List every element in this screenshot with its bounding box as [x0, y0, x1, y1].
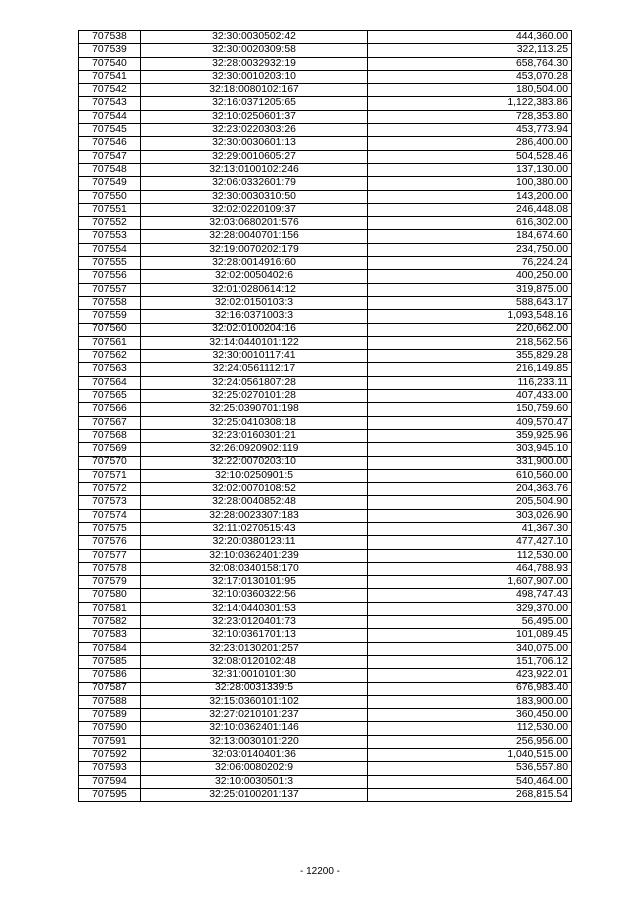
- amount-cell: 360,450.00: [368, 709, 572, 722]
- table-row: [79, 296, 572, 309]
- table-row: [79, 522, 572, 535]
- table-row: [79, 44, 572, 57]
- table-row: [79, 97, 572, 110]
- amount-cell: 355,829.28: [368, 350, 572, 363]
- record-id-cell: 707575: [79, 522, 141, 535]
- record-id-cell: 707585: [79, 655, 141, 668]
- amount-cell: 1,607,907.00: [368, 576, 572, 589]
- table-row: [79, 788, 572, 801]
- table-row: [79, 416, 572, 429]
- table-row: [79, 150, 572, 163]
- amount-cell: 204,363.76: [368, 483, 572, 496]
- page-number: - 12200 -: [299, 866, 341, 877]
- table-row: [79, 456, 572, 469]
- cadastral-number-cell: 32:23:0220303:26: [141, 124, 368, 137]
- cadastral-number-cell: 32:30:0010117:41: [141, 350, 368, 363]
- table-row: [79, 376, 572, 389]
- record-id-cell: 707595: [79, 788, 141, 801]
- table-row: [79, 390, 572, 403]
- amount-cell: 76,224.24: [368, 257, 572, 270]
- table-row: [79, 549, 572, 562]
- record-id-cell: 707583: [79, 629, 141, 642]
- amount-cell: 234,750.00: [368, 243, 572, 256]
- record-id-cell: 707589: [79, 709, 141, 722]
- record-id-cell: 707549: [79, 177, 141, 190]
- record-id-cell: 707541: [79, 70, 141, 83]
- record-id-cell: 707570: [79, 456, 141, 469]
- record-id-cell: 707593: [79, 762, 141, 775]
- amount-cell: 498,747.43: [368, 589, 572, 602]
- amount-cell: 400,250.00: [368, 270, 572, 283]
- amount-cell: 588,643.17: [368, 296, 572, 309]
- record-id-cell: 707542: [79, 84, 141, 97]
- record-id-cell: 707573: [79, 496, 141, 509]
- table-row: [79, 243, 572, 256]
- amount-cell: 256,956.00: [368, 735, 572, 748]
- cadastral-number-cell: 32:28:0031339:5: [141, 682, 368, 695]
- record-id-cell: 707556: [79, 270, 141, 283]
- amount-cell: 322,113.25: [368, 44, 572, 57]
- amount-cell: 329,370.00: [368, 602, 572, 615]
- amount-cell: 246,448.08: [368, 203, 572, 216]
- record-id-cell: 707566: [79, 403, 141, 416]
- table-row: [79, 350, 572, 363]
- record-id-cell: 707581: [79, 602, 141, 615]
- cadastral-number-cell: 32:25:0270101:28: [141, 390, 368, 403]
- record-id-cell: 707559: [79, 310, 141, 323]
- table-row: [79, 589, 572, 602]
- amount-cell: 319,875.00: [368, 283, 572, 296]
- table-row: [79, 483, 572, 496]
- table-row: [79, 31, 572, 44]
- amount-cell: 180,504.00: [368, 84, 572, 97]
- cadastral-number-cell: 32:22:0070203:10: [141, 456, 368, 469]
- record-id-cell: 707579: [79, 576, 141, 589]
- table-row: [79, 110, 572, 123]
- record-id-cell: 707571: [79, 469, 141, 482]
- records-table-body: [79, 31, 572, 802]
- amount-cell: 1,093,548.16: [368, 310, 572, 323]
- cadastral-number-cell: 32:02:0070108:52: [141, 483, 368, 496]
- amount-cell: 151,706.12: [368, 655, 572, 668]
- table-row: [79, 709, 572, 722]
- record-id-cell: 707543: [79, 97, 141, 110]
- cadastral-number-cell: 32:08:0340158:170: [141, 562, 368, 575]
- cadastral-number-cell: 32:30:0030502:42: [141, 31, 368, 44]
- cadastral-number-cell: 32:08:0120102:48: [141, 655, 368, 668]
- cadastral-number-cell: 32:10:0360322:56: [141, 589, 368, 602]
- cadastral-number-cell: 32:28:0014916:60: [141, 257, 368, 270]
- amount-cell: 205,504.90: [368, 496, 572, 509]
- record-id-cell: 707567: [79, 416, 141, 429]
- cadastral-number-cell: 32:03:0680201:576: [141, 217, 368, 230]
- record-id-cell: 707578: [79, 562, 141, 575]
- record-id-cell: 707539: [79, 44, 141, 57]
- table-row: [79, 124, 572, 137]
- table-row: [79, 562, 572, 575]
- table-row: [79, 762, 572, 775]
- cadastral-number-cell: 32:30:0030601:13: [141, 137, 368, 150]
- amount-cell: 303,945.10: [368, 443, 572, 456]
- amount-cell: 1,040,515.00: [368, 749, 572, 762]
- amount-cell: 41,367.30: [368, 522, 572, 535]
- table-row: [79, 669, 572, 682]
- table-row: [79, 57, 572, 70]
- record-id-cell: 707572: [79, 483, 141, 496]
- record-id-cell: 707557: [79, 283, 141, 296]
- amount-cell: 112,530.00: [368, 549, 572, 562]
- table-row: [79, 695, 572, 708]
- record-id-cell: 707569: [79, 443, 141, 456]
- cadastral-number-cell: 32:16:0371003:3: [141, 310, 368, 323]
- cadastral-number-cell: 32:28:0023307:183: [141, 509, 368, 522]
- table-row: [79, 217, 572, 230]
- cadastral-number-cell: 32:03:0140401:36: [141, 749, 368, 762]
- cadastral-number-cell: 32:14:0440101:122: [141, 336, 368, 349]
- table-row: [79, 629, 572, 642]
- table-row: [79, 270, 572, 283]
- record-id-cell: 707550: [79, 190, 141, 203]
- table-row: [79, 496, 572, 509]
- amount-cell: 137,130.00: [368, 163, 572, 176]
- amount-cell: 220,662.00: [368, 323, 572, 336]
- table-row: [79, 336, 572, 349]
- cadastral-number-cell: 32:23:0120401:73: [141, 616, 368, 629]
- record-id-cell: 707576: [79, 536, 141, 549]
- table-row: [79, 469, 572, 482]
- amount-cell: 453,070.28: [368, 70, 572, 83]
- table-row: [79, 310, 572, 323]
- table-row: [79, 443, 572, 456]
- amount-cell: 658,764.30: [368, 57, 572, 70]
- cadastral-number-cell: 32:31:0010101:30: [141, 669, 368, 682]
- table-row: [79, 602, 572, 615]
- record-id-cell: 707547: [79, 150, 141, 163]
- record-id-cell: 707574: [79, 509, 141, 522]
- cadastral-number-cell: 32:10:0250601:37: [141, 110, 368, 123]
- table-row: [79, 403, 572, 416]
- record-id-cell: 707538: [79, 31, 141, 44]
- record-id-cell: 707568: [79, 429, 141, 442]
- record-id-cell: 707558: [79, 296, 141, 309]
- record-id-cell: 707560: [79, 323, 141, 336]
- cadastral-number-cell: 32:23:0130201:257: [141, 642, 368, 655]
- amount-cell: 359,925.96: [368, 429, 572, 442]
- record-id-cell: 707584: [79, 642, 141, 655]
- cadastral-number-cell: 32:30:0020309:58: [141, 44, 368, 57]
- amount-cell: 268,815.54: [368, 788, 572, 801]
- record-id-cell: 707544: [79, 110, 141, 123]
- cadastral-number-cell: 32:26:0920902:119: [141, 443, 368, 456]
- cadastral-number-cell: 32:10:0362401:146: [141, 722, 368, 735]
- table-row: [79, 257, 572, 270]
- record-id-cell: 707545: [79, 124, 141, 137]
- record-id-cell: 707563: [79, 363, 141, 376]
- cadastral-number-cell: 32:06:0080202:9: [141, 762, 368, 775]
- cadastral-number-cell: 32:14:0440301:53: [141, 602, 368, 615]
- amount-cell: 1,122,383.86: [368, 97, 572, 110]
- cadastral-number-cell: 32:28:0040701:156: [141, 230, 368, 243]
- table-row: [79, 509, 572, 522]
- record-id-cell: 707577: [79, 549, 141, 562]
- cadastral-number-cell: 32:02:0220109:37: [141, 203, 368, 216]
- amount-cell: 616,302.00: [368, 217, 572, 230]
- table-row: [79, 84, 572, 97]
- cadastral-number-cell: 32:02:0050402:6: [141, 270, 368, 283]
- record-id-cell: 707553: [79, 230, 141, 243]
- record-id-cell: 707555: [79, 257, 141, 270]
- cadastral-number-cell: 32:02:0100204:16: [141, 323, 368, 336]
- table-row: [79, 429, 572, 442]
- cadastral-number-cell: 32:27:0210101:237: [141, 709, 368, 722]
- amount-cell: 676,983.40: [368, 682, 572, 695]
- record-id-cell: 707565: [79, 390, 141, 403]
- cadastral-number-cell: 32:20:0380123:11: [141, 536, 368, 549]
- amount-cell: 100,380.00: [368, 177, 572, 190]
- cadastral-number-cell: 32:23:0160301:21: [141, 429, 368, 442]
- cadastral-number-cell: 32:06:0332601:79: [141, 177, 368, 190]
- cadastral-number-cell: 32:28:0040852:48: [141, 496, 368, 509]
- cadastral-number-cell: 32:30:0030310:50: [141, 190, 368, 203]
- record-id-cell: 707586: [79, 669, 141, 682]
- record-id-cell: 707582: [79, 616, 141, 629]
- amount-cell: 218,562.56: [368, 336, 572, 349]
- record-id-cell: 707594: [79, 775, 141, 788]
- record-id-cell: 707561: [79, 336, 141, 349]
- table-row: [79, 323, 572, 336]
- amount-cell: 540,464.00: [368, 775, 572, 788]
- amount-cell: 331,900.00: [368, 456, 572, 469]
- cadastral-number-cell: 32:29:0010605:27: [141, 150, 368, 163]
- table-row: [79, 230, 572, 243]
- table-row: [79, 177, 572, 190]
- table-row: [79, 203, 572, 216]
- table-row: [79, 70, 572, 83]
- table-row: [79, 137, 572, 150]
- amount-cell: 150,759.60: [368, 403, 572, 416]
- record-id-cell: 707588: [79, 695, 141, 708]
- amount-cell: 444,360.00: [368, 31, 572, 44]
- amount-cell: 143,200.00: [368, 190, 572, 203]
- amount-cell: 536,557.80: [368, 762, 572, 775]
- cadastral-number-cell: 32:25:0410308:18: [141, 416, 368, 429]
- cadastral-number-cell: 32:10:0362401:239: [141, 549, 368, 562]
- amount-cell: 504,528.46: [368, 150, 572, 163]
- amount-cell: 116,233.11: [368, 376, 572, 389]
- record-id-cell: 707590: [79, 722, 141, 735]
- record-id-cell: 707587: [79, 682, 141, 695]
- amount-cell: 423,922.01: [368, 669, 572, 682]
- cadastral-number-cell: 32:10:0030501:3: [141, 775, 368, 788]
- record-id-cell: 707580: [79, 589, 141, 602]
- cadastral-number-cell: 32:19:0070202:179: [141, 243, 368, 256]
- cadastral-number-cell: 32:17:0130101:95: [141, 576, 368, 589]
- amount-cell: 112,530.00: [368, 722, 572, 735]
- table-row: [79, 190, 572, 203]
- cadastral-number-cell: 32:16:0371205:65: [141, 97, 368, 110]
- table-row: [79, 163, 572, 176]
- amount-cell: 286,400.00: [368, 137, 572, 150]
- record-id-cell: 707591: [79, 735, 141, 748]
- table-row: [79, 655, 572, 668]
- amount-cell: 340,075.00: [368, 642, 572, 655]
- cadastral-number-cell: 32:02:0150103:3: [141, 296, 368, 309]
- record-id-cell: 707548: [79, 163, 141, 176]
- records-table: [78, 30, 572, 802]
- table-row: [79, 363, 572, 376]
- cadastral-number-cell: 32:15:0360101:102: [141, 695, 368, 708]
- table-row: [79, 682, 572, 695]
- cadastral-number-cell: 32:24:0561112:17: [141, 363, 368, 376]
- cadastral-number-cell: 32:25:0390701:198: [141, 403, 368, 416]
- record-id-cell: 707546: [79, 137, 141, 150]
- amount-cell: 101,089.45: [368, 629, 572, 642]
- record-id-cell: 707562: [79, 350, 141, 363]
- record-id-cell: 707551: [79, 203, 141, 216]
- cadastral-number-cell: 32:10:0250901:5: [141, 469, 368, 482]
- amount-cell: 409,570.47: [368, 416, 572, 429]
- table-row: [79, 616, 572, 629]
- amount-cell: 184,674.60: [368, 230, 572, 243]
- record-id-cell: 707552: [79, 217, 141, 230]
- cadastral-number-cell: 32:10:0361701:13: [141, 629, 368, 642]
- cadastral-number-cell: 32:25:0100201:137: [141, 788, 368, 801]
- amount-cell: 610,560.00: [368, 469, 572, 482]
- record-id-cell: 707540: [79, 57, 141, 70]
- cadastral-number-cell: 32:13:0030101:220: [141, 735, 368, 748]
- amount-cell: 453,773.94: [368, 124, 572, 137]
- cadastral-number-cell: 32:13:0100102:246: [141, 163, 368, 176]
- cadastral-number-cell: 32:28:0032932:19: [141, 57, 368, 70]
- table-row: [79, 576, 572, 589]
- record-id-cell: 707554: [79, 243, 141, 256]
- cadastral-number-cell: 32:18:0080102:167: [141, 84, 368, 97]
- amount-cell: 728,353.80: [368, 110, 572, 123]
- table-row: [79, 722, 572, 735]
- table-row: [79, 536, 572, 549]
- table-row: [79, 283, 572, 296]
- amount-cell: 216,149.85: [368, 363, 572, 376]
- amount-cell: 56,495.00: [368, 616, 572, 629]
- cadastral-number-cell: 32:11:0270515:43: [141, 522, 368, 535]
- table-row: [79, 749, 572, 762]
- amount-cell: 464,788.93: [368, 562, 572, 575]
- amount-cell: 477,427.10: [368, 536, 572, 549]
- table-row: [79, 775, 572, 788]
- record-id-cell: 707564: [79, 376, 141, 389]
- table-row: [79, 642, 572, 655]
- amount-cell: 303,026.90: [368, 509, 572, 522]
- cadastral-number-cell: 32:30:0010203:10: [141, 70, 368, 83]
- amount-cell: 407,433.00: [368, 390, 572, 403]
- amount-cell: 183,900.00: [368, 695, 572, 708]
- record-id-cell: 707592: [79, 749, 141, 762]
- table-row: [79, 735, 572, 748]
- cadastral-number-cell: 32:24:0561807:28: [141, 376, 368, 389]
- cadastral-number-cell: 32:01:0280614:12: [141, 283, 368, 296]
